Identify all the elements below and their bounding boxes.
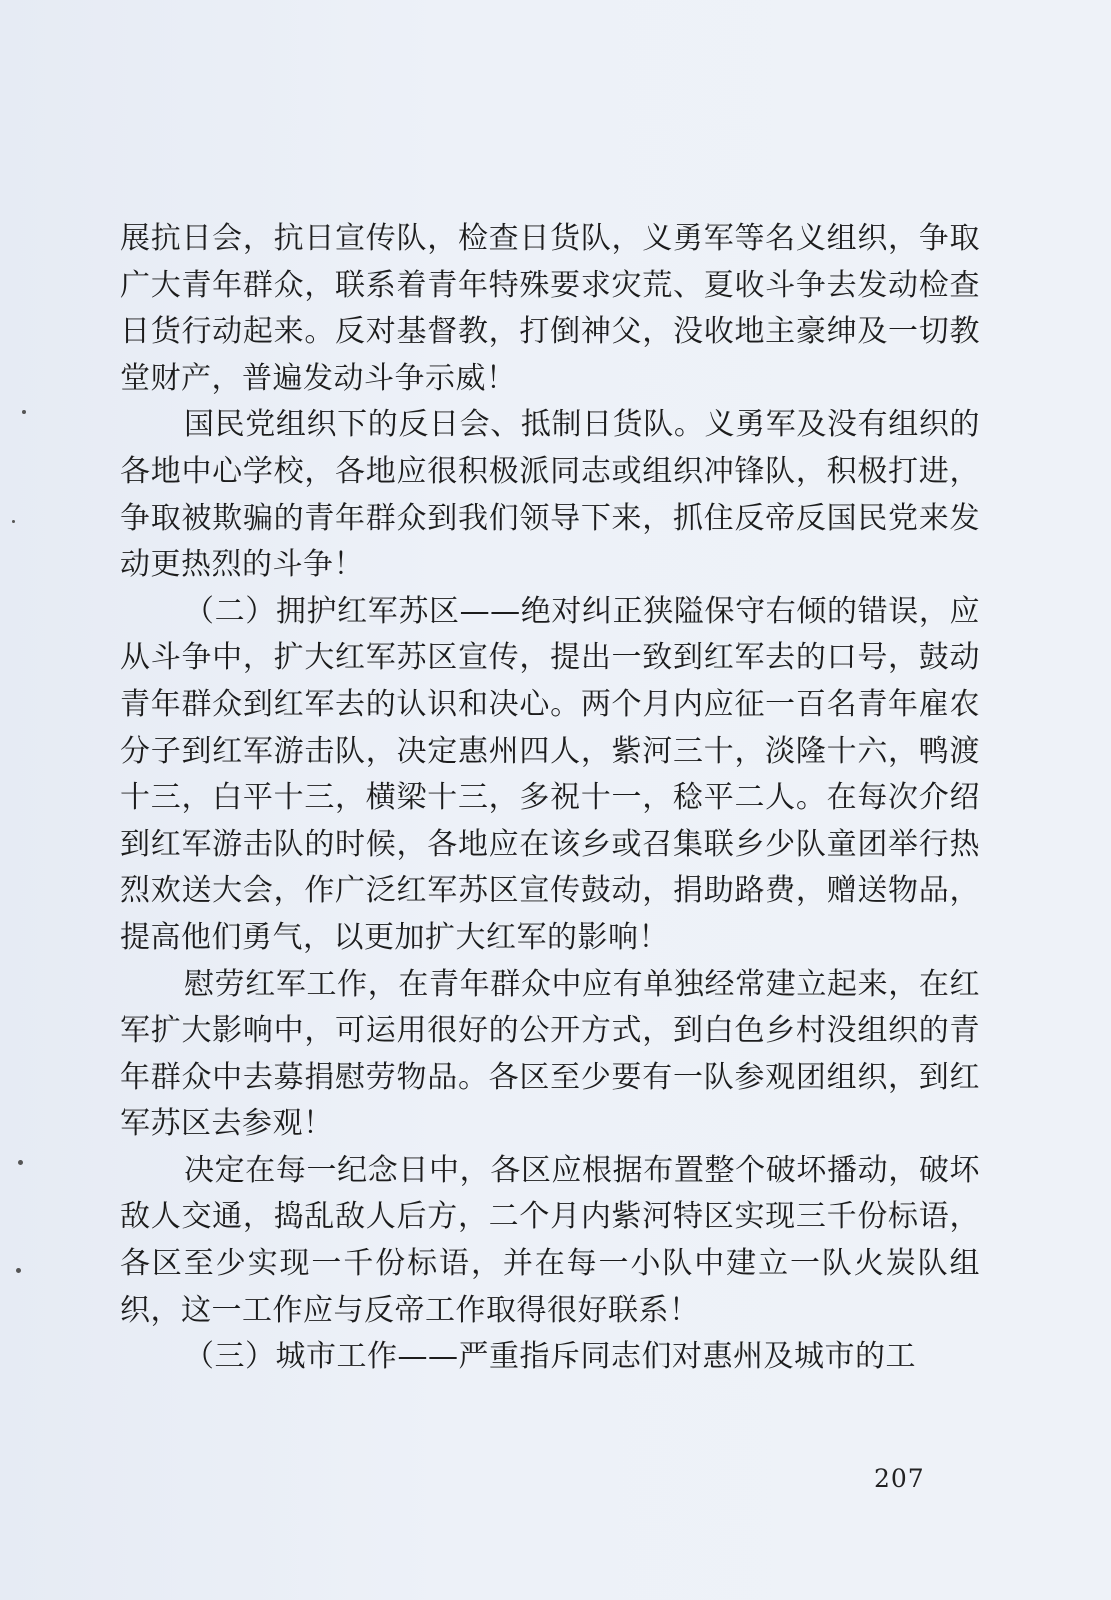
page-number: 207 — [874, 1464, 925, 1493]
paragraph-commemoration-day: 决定在每一纪念日中，各区应根据布置整个破坏播动，破坏敌人交通，捣乱敌人后方，二个月内紫河特区实现三千份标语，各区至少实现一千份标语，并在每一小队中建立一队火炭队组织，这一工作应与反帝工作取得很好联系！ — [120, 1152, 980, 1328]
scan-speck — [18, 1160, 23, 1165]
body-text — [120, 216, 980, 1381]
paragraph-support-red-army: （二）拥护红军苏区——绝对纠正狭隘保守右倾的错误，应从斗争中，扩大红军苏区宣传，提出一致到红军去的口号，鼓动青年群众到红军去的认识和决心。两个月内应征一百名青年雇农分子到红军游击队，决定惠州四人，紫河三十，淡隆十六，鸭渡十三，白平十三，横梁十三，多祝十一，稔平二人。在每次介绍到红军游击队的时候，各地应在该乡或召集联乡少队童团举行热烈欢送大会，作广泛红军苏区宣传鼓动，捐助路费，赠送物品，提高他们勇气，以更加扩大红军的影响！ — [120, 593, 980, 955]
paragraph-continuation: 展抗日会，抗日宣传队，检查日货队，义勇军等名义组织，争取广大青年群众，联系着青年特殊要求灾荒、夏收斗争去发动检查日货行动起来。反对基督教，打倒神父，没收地主豪绅及一切教堂财产，普遍发动斗争示威！ — [120, 221, 980, 396]
scan-speck — [12, 520, 15, 523]
scan-speck — [16, 1268, 21, 1273]
scan-speck — [22, 410, 26, 414]
paragraph-city-work: （三）城市工作——严重指斥同志们对惠州及城市的工 — [184, 1339, 916, 1375]
paragraph-anti-japanese-groups: 国民党组织下的反日会、抵制日货队。义勇军及没有组织的各地中心学校，各地应很积极派同志或组织冲锋队，积极打进，争取被欺骗的青年群众到我们领导下来，抓住反帝反国民党来发动更热烈的斗争！ — [120, 407, 980, 583]
paragraph-comfort-red-army: 慰劳红军工作，在青年群众中应有单独经常建立起来，在红军扩大影响中，可运用很好的公开方式，到白色乡村没组织的青年群众中去募捐慰劳物品。各区至少要有一队参观团组织，到红军苏区去参观！ — [120, 966, 980, 1142]
